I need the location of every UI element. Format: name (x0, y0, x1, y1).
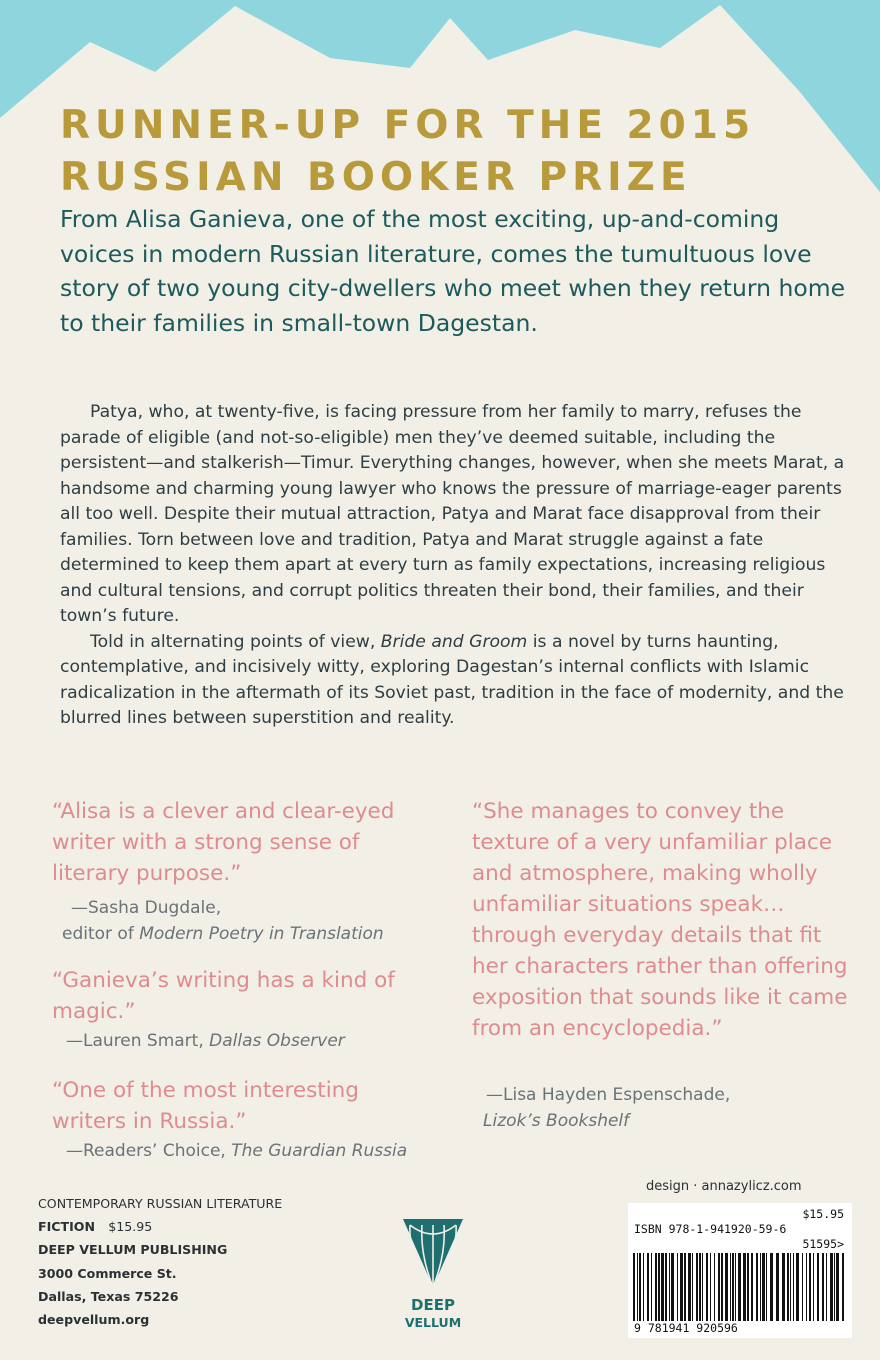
barcode-bar (762, 1253, 765, 1321)
barcode-bar (738, 1253, 741, 1321)
barcode-bar (669, 1253, 670, 1321)
barcode-isbn: ISBN 978-1-941920-59-6 (634, 1222, 787, 1236)
barcode-bar (643, 1253, 644, 1321)
barcode-bar (647, 1253, 649, 1321)
barcode-addon: 51595> (802, 1237, 844, 1251)
barcode-bar (790, 1253, 791, 1321)
barcode-bar (747, 1253, 749, 1321)
imprint-price: $15.95 (108, 1219, 153, 1235)
p2-after: is a novel by turns haunting, contemplative, and incisively witty, exploring Dagestan’s internal conflicts with Islamic radicalization in the aftermath of its Soviet past, tradition in the face of modernity, and the blurred lines between superstition and reality. (60, 631, 844, 728)
quote-2-attribution (66, 1028, 446, 1054)
quote-3-attr-prefix: —Readers’ Choice, (66, 1141, 232, 1161)
headline-line-1: RUNNER-UP FOR THE 2015 (60, 103, 756, 148)
barcode-bar (809, 1253, 811, 1321)
barcode-bar (842, 1253, 844, 1321)
barcode-bar (782, 1253, 785, 1321)
barcode-bar (665, 1253, 667, 1321)
barcode-bar (770, 1253, 773, 1321)
barcode-bar (834, 1253, 835, 1321)
barcode-bar (706, 1253, 708, 1321)
barcode-bar (802, 1253, 803, 1321)
headline (60, 100, 860, 204)
barcode-bar (671, 1253, 674, 1321)
barcode-bar (793, 1253, 794, 1321)
barcode-bar (743, 1253, 746, 1321)
barcode-bar (766, 1253, 767, 1321)
description-paragraph-1: Patya, who, at twenty-five, is facing pressure from her family to marry, refuses the parade of eligible (and not-so-eligible) men they’ve deemed suitable, including the persistent—and stalkerish—Timur. Everything changes, however, when she meets Marat, a handsome and charming young lawyer who knows the pressure of marriage-eager parents all too well. Despite their mutual attraction, Patya and Marat face disapproval from their families. Torn between love and tradition, Patya and Marat struggle against a fate determined to keep them apart at every turn as family expectations, increasing religious and cultural tensions, and corrupt politics threaten their bond, their families, and their town’s future. (60, 402, 845, 626)
barcode-bar (735, 1253, 736, 1321)
barcode-bar (633, 1253, 635, 1321)
barcode-bar (639, 1253, 641, 1321)
publisher-imprint (38, 1192, 282, 1331)
barcode-bar (688, 1253, 691, 1321)
design-credit: design · annazylicz.com (646, 1179, 802, 1194)
barcode-bar (721, 1253, 723, 1321)
barcode-bar (699, 1253, 701, 1321)
barcode-bar (714, 1253, 715, 1321)
quote-4-attr-name: —Lisa Hayden Espenschade, (486, 1085, 731, 1105)
barcode-bar (725, 1253, 728, 1321)
imprint-publisher: DEEP VELLUM PUBLISHING (38, 1242, 228, 1258)
barcode-bar (680, 1253, 683, 1321)
barcode-bar (756, 1253, 758, 1321)
quote-1-attr-role (59, 921, 459, 947)
quote-3-attr-source: The Guardian Russia (231, 1141, 408, 1161)
quote-4-attr-source: Lizok’s Bookshelf (483, 1111, 630, 1131)
barcode-ean: 9 781941 920596 (634, 1321, 738, 1335)
imprint-street: 3000 Commerce St. (38, 1265, 177, 1281)
barcode-bar (651, 1253, 652, 1321)
barcode-bar (760, 1253, 761, 1321)
headline-line-2: RUSSIAN BOOKER PRIZE (60, 155, 692, 200)
quote-2: “Ganieva’s writing has a kind of magic.” (52, 968, 395, 1024)
barcode-bar (710, 1253, 711, 1321)
barcode-bar (702, 1253, 703, 1321)
barcode-bar (806, 1253, 807, 1321)
quote-4: “She manages to convey the texture of a very unfamiliar place and atmosphere, making wholly unfamiliar situations speak…through everyday details that fit her characters rather than offering exposition that sounds like it came from an encyclopedia.” (472, 799, 848, 1041)
quote-2-attr-source: Dallas Observer (209, 1031, 345, 1051)
barcode-bar (655, 1253, 657, 1321)
imprint-genre: FICTION (38, 1219, 96, 1235)
barcode-bars (633, 1253, 847, 1321)
barcode-bar (658, 1253, 660, 1321)
vellum-fan-icon (403, 1219, 463, 1287)
barcode-bar (822, 1253, 824, 1321)
quote-4-attr-source-line (483, 1108, 863, 1134)
barcode-bar (684, 1253, 686, 1321)
imprint-website: deepvellum.org (38, 1312, 150, 1328)
logo-word-1: DEEP (411, 1296, 455, 1314)
quote-1-attr-name: —Sasha Dugdale, (71, 898, 222, 918)
logo-word-2: VELLUM (404, 1315, 462, 1330)
quote-1-attribution (59, 895, 459, 947)
quote-3-attribution (66, 1138, 446, 1164)
book-title: Bride and Groom (380, 631, 528, 652)
barcode-bar (732, 1253, 734, 1321)
barcode-box (628, 1203, 852, 1338)
deep-vellum-logo (398, 1215, 468, 1340)
barcode-bar (796, 1253, 799, 1321)
barcode-bar (661, 1253, 664, 1321)
barcode-bar (813, 1253, 814, 1321)
barcode-bar (718, 1253, 720, 1321)
imprint-genre-line (38, 1215, 282, 1238)
barcode-bar (836, 1253, 839, 1321)
quote-2-attr-prefix: —Lauren Smart, (66, 1031, 210, 1051)
barcode-bar (826, 1253, 827, 1321)
quote-1-attr-prefix: editor of (62, 924, 140, 944)
barcode-bar (692, 1253, 693, 1321)
barcode-bar (817, 1253, 819, 1321)
barcode-bar (776, 1253, 779, 1321)
description-paragraph-2 (60, 630, 850, 732)
quote-1-attr-source: Modern Poetry in Translation (139, 924, 384, 944)
barcode-bar (830, 1253, 833, 1321)
barcode-bar (696, 1253, 698, 1321)
barcode-bar (787, 1253, 789, 1321)
barcode-bar (730, 1253, 731, 1321)
lead-paragraph: From Alisa Ganieva, one of the most exciting, up-and-coming voices in modern Russian literature, comes the tumultuous love story of two young city-dwellers who meet when they return home to their families in small-town Dagestan. (60, 205, 846, 337)
barcode-bar (637, 1253, 638, 1321)
quote-3: “One of the most interesting writers in Russia.” (52, 1078, 359, 1134)
p2-before: Told in alternating points of view, (90, 631, 381, 652)
description (60, 400, 850, 732)
imprint-city: Dallas, Texas 75226 (38, 1288, 179, 1304)
imprint-category: CONTEMPORARY RUSSIAN LITERATURE (38, 1196, 283, 1211)
quote-1: “Alisa is a clever and clear-eyed writer with a strong sense of literary purpose.” (52, 799, 395, 886)
barcode-bar (751, 1253, 753, 1321)
quote-4-attribution (483, 1082, 863, 1134)
barcode-bar (677, 1253, 678, 1321)
barcode-price: $15.95 (802, 1207, 844, 1221)
